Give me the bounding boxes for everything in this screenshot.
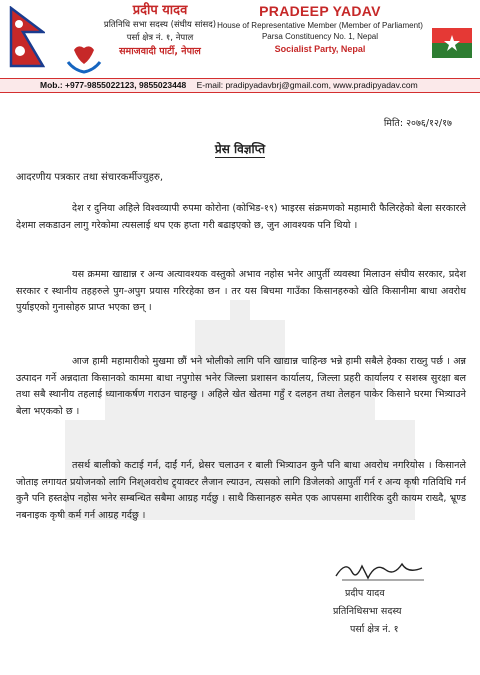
header-party-nepali: समाजवादी पार्टी, नेपाल xyxy=(119,46,201,57)
header-member-english: House of Representative Member (Member of Parliament) xyxy=(217,21,423,30)
english-header-block xyxy=(215,3,425,56)
contact-bar xyxy=(0,78,480,93)
header-constituency-nepali: पर्सा क्षेत्र नं. १, नेपाल xyxy=(126,33,194,43)
paragraph-4 xyxy=(16,458,466,524)
socialist-party-flag-icon xyxy=(432,28,472,58)
letter-salutation: आदरणीय पत्रकार तथा संचारकर्मीज्युहरु, xyxy=(16,172,164,183)
contact-mobile: Mob.: +977-9855022123, 9855023448 xyxy=(40,80,187,90)
letter-date: मिति: २०७६/१२/१७ xyxy=(383,118,452,129)
header-name-nepali: प्रदीप यादव xyxy=(132,3,188,18)
paragraph-2-text: यस क्रममा खाद्यान्न र अन्य अत्यावश्यक वस्तुको अभाव नहोस भनेर आपुर्ती व्यवस्था मिलाउन संघीय सरकार, प्रदेश सरकार र स्थानीय तहहरुले पुग-अपुग प्रयास गरिरहेका छन । तर यस बिचमा गाउँका किसानहरुको खेति किसानीमा बाधा अवरोध पुर्याइएको गुनासोहरु प्राप्त भएका छन् । xyxy=(16,269,466,313)
paragraph-3-text: आज हामी महामारीको मुखमा छौं भने भोलीको लागि पनि खाद्यान्न चाहिन्छ भन्ने हामी सबैले हेक्का राख्नु पर्छ । अन्न उत्पादन गर्ने अन्नदाता किसानको काममा बाधा नपुगोस भनेर जिल्ला प्रशासन कार्यालय, जिल्ला प्रहरी कार्यालय र सशस्त्र सुरक्षा बल तथा सबै स्थानीय तहलाई ध्यानाकर्षण गराउन चाहन्छु । अहिले खेत खेतमा गहुँ र दलहन तथा तेलहन पाकेर किसाने घरमा भित्र्याउने बेला भएकको छ । xyxy=(16,356,466,417)
letterhead xyxy=(0,0,480,92)
nepali-header-block xyxy=(100,3,220,59)
header-constituency-english: Parsa Constituency No. 1, Nepal xyxy=(261,32,379,41)
header-member-nepali: प्रतिनिधि सभा सदस्य (संघीय सांसद) xyxy=(103,20,217,30)
handwritten-signature xyxy=(332,556,432,584)
contact-email: E-mail: pradipyadavbrj@gmail.com, www.pradipyadav.com xyxy=(196,80,418,90)
paragraph-4-text: तसर्थ बालीको कटाई गर्न, दाईं गर्न, थ्रेसर चलाउन र बाली भित्र्याउन कुनै पनि बाधा अवरोध नगरियोस । किसानले जोताइ लगायत प्रयोजनको लागि निश्अवरोध ट्र्याक्टर लैजान ल्याउन, त्यसको लागि डिजेलको आपुर्ती गर्न र अन्य कृषी गतिविधि गर्न कुनै पनि हस्तक्षेप नहोस भनेर सम्बन्धित सबैमा आग्रह गर्दछु । साथै किसानहरु समेत एक आपसमा शारीरिक दुरी कायम राख्दै, भ्रूण्ड नबनाइक कृषी कर्म गर्न आग्रह गर्दछु । xyxy=(16,460,466,521)
paragraph-1-text: देश र दुनिया अहिले विश्वव्यापी रुपमा कोरोना (कोभिड-१९) भाइरस संक्रमणको महामारी फैलिरहेको बेला सरकारले देशमा लकडाउन लागु गरेकोमा त्यसलाई थप एक हप्ता गरी बढाइएको छ, जुन आवश्यक पनि थियो । xyxy=(16,203,466,231)
paragraph-2 xyxy=(16,267,466,317)
paragraph-1 xyxy=(16,201,466,234)
header-name-english: PRADEEP YADAV xyxy=(259,3,381,19)
signatory-title: प्रतिनिधिसभा सदस्य xyxy=(333,606,402,617)
header-party-english: Socialist Party, Nepal xyxy=(274,44,366,54)
signatory-constituency: पर्सा क्षेत्र नं. १ xyxy=(350,624,399,635)
paragraph-3 xyxy=(16,354,466,420)
nepal-flag-icon xyxy=(9,6,45,70)
signatory-name: प्रदीप यादव xyxy=(345,588,385,599)
letter-title xyxy=(0,138,480,157)
hand-logo-icon xyxy=(64,40,104,76)
letter-title-text: प्रेस विज्ञप्ति xyxy=(214,142,266,156)
